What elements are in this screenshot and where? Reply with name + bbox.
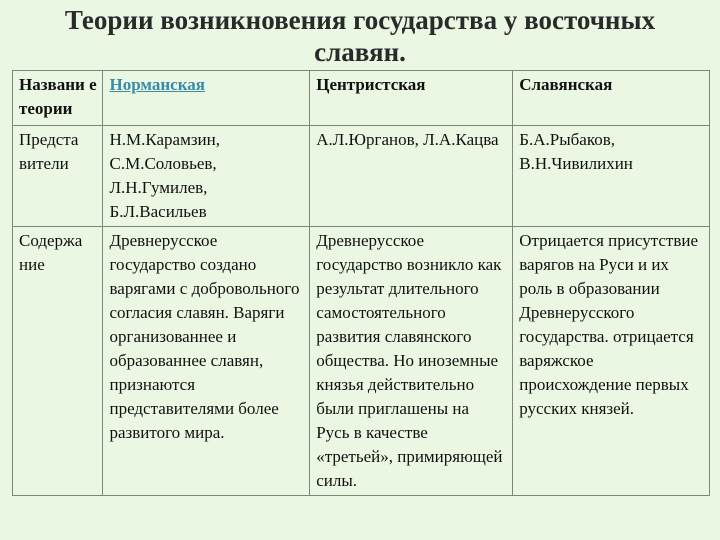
table-cell: Отрицается присутствие варягов на Руси и их роль в образовании Древнерусского государства. отрицается варяжское происхождение первых русских князей.	[513, 227, 710, 496]
title-line-2: славян.	[314, 37, 406, 67]
header-cell-slavic: Славянская	[513, 71, 710, 126]
row-label-representatives: Предста вители	[13, 126, 103, 227]
page-title	[0, 4, 720, 68]
theories-table	[12, 70, 710, 496]
table-cell: Б.А.Рыбаков, В.Н.Чивилихин	[513, 126, 710, 227]
header-cell-theory-name: Названи е теории	[13, 71, 103, 126]
table-row	[13, 227, 710, 496]
table-header-row	[13, 71, 710, 126]
table-row	[13, 126, 710, 227]
table-cell: Н.М.Карамзин, С.М.Соловьев, Л.Н.Гумилев, Б.Л.Васильев	[103, 126, 310, 227]
table-cell: Древнерусское государство создано варягами с добровольного согласия славян. Варяги организованнее и образованнее славян, признаются представителями более развитого мира.	[103, 227, 310, 496]
title-line-1: Теории возникновения государства у восточных	[64, 5, 656, 35]
table-cell: Древнерусское государство возникло как результат длительного самостоятельного развития славянского общества. Но иноземные князья действительно были приглашены на Русь в качестве «третьей», примиряющей силы.	[310, 227, 513, 496]
header-cell-norman[interactable]	[103, 71, 310, 126]
row-label-content: Содержа ние	[13, 227, 103, 496]
header-cell-centrist: Центристская	[310, 71, 513, 126]
table-cell: А.Л.Юрганов, Л.А.Кацва	[310, 126, 513, 227]
norman-theory-link[interactable]: Норманская	[109, 75, 205, 94]
